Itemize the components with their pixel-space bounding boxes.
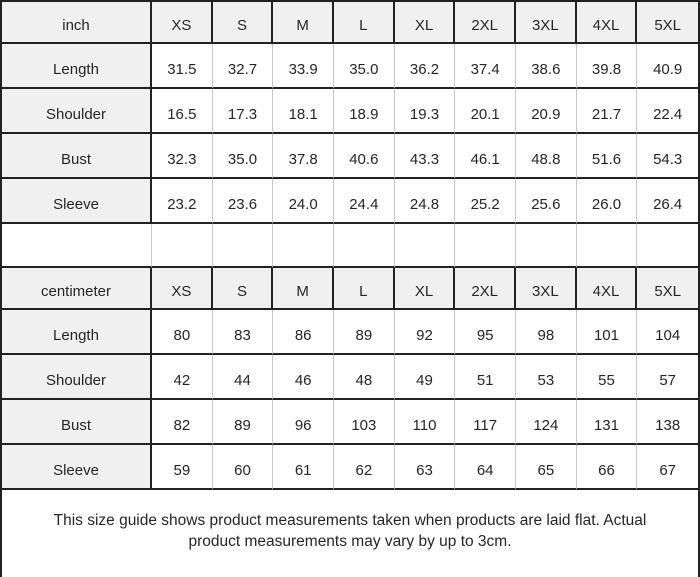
size-guide-note-text: This size guide shows product measurements taken when products are laid flat. Actual product measurements may vary by up to 3cm. [53, 512, 647, 550]
measurement-value-cell: 37.4 [455, 44, 516, 89]
measurement-value-cell: 18.9 [334, 89, 395, 134]
measurement-value-cell: 19.3 [395, 89, 456, 134]
size-header-cell: 4XL [577, 268, 638, 310]
measurement-label-cell: Sleeve [2, 179, 152, 224]
measurement-value-cell: 35.0 [334, 44, 395, 89]
gap-cell [516, 224, 577, 268]
size-header-cell: 5XL [637, 2, 698, 44]
measurement-value-cell: 21.7 [577, 89, 638, 134]
size-header-cell: S [213, 2, 274, 44]
measurement-value-cell: 40.6 [334, 134, 395, 179]
table-gap-row [2, 224, 698, 268]
gap-cell [152, 224, 213, 268]
measurement-value-cell: 124 [516, 400, 577, 445]
gap-cell [637, 224, 698, 268]
gap-cell [334, 224, 395, 268]
measurement-value-cell: 40.9 [637, 44, 698, 89]
measurement-value-cell: 24.4 [334, 179, 395, 224]
size-header-cell: M [273, 2, 334, 44]
measurement-value-cell: 22.4 [637, 89, 698, 134]
measurement-value-cell: 53 [516, 355, 577, 400]
measurement-value-cell: 42 [152, 355, 213, 400]
size-header-cell: 5XL [637, 268, 698, 310]
measurement-value-cell: 57 [637, 355, 698, 400]
measurement-value-cell: 83 [213, 310, 274, 355]
measurement-value-cell: 54.3 [637, 134, 698, 179]
size-header-cell: XS [152, 2, 213, 44]
measurement-value-cell: 36.2 [395, 44, 456, 89]
measurement-value-cell: 89 [334, 310, 395, 355]
measurement-value-cell: 26.4 [637, 179, 698, 224]
size-header-cell: 4XL [577, 2, 638, 44]
gap-cell [213, 224, 274, 268]
measurement-value-cell: 46.1 [455, 134, 516, 179]
measurement-value-cell: 24.0 [273, 179, 334, 224]
measurement-value-cell: 104 [637, 310, 698, 355]
measurement-value-cell: 48.8 [516, 134, 577, 179]
size-header-cell: XL [395, 268, 456, 310]
size-header-cell: XS [152, 268, 213, 310]
measurement-value-cell: 82 [152, 400, 213, 445]
unit-header-cell: centimeter [2, 268, 152, 310]
measurement-value-cell: 80 [152, 310, 213, 355]
measurement-label-cell: Sleeve [2, 445, 152, 490]
measurement-value-cell: 25.2 [455, 179, 516, 224]
measurement-value-cell: 20.1 [455, 89, 516, 134]
measurement-value-cell: 51 [455, 355, 516, 400]
measurement-value-cell: 39.8 [577, 44, 638, 89]
measurement-value-cell: 131 [577, 400, 638, 445]
measurement-value-cell: 51.6 [577, 134, 638, 179]
measurement-label-cell: Length [2, 44, 152, 89]
size-header-cell: M [273, 268, 334, 310]
measurement-value-cell: 25.6 [516, 179, 577, 224]
size-header-cell: XL [395, 2, 456, 44]
measurement-value-cell: 117 [455, 400, 516, 445]
measurement-value-cell: 43.3 [395, 134, 456, 179]
measurement-value-cell: 64 [455, 445, 516, 490]
measurement-label-cell: Bust [2, 134, 152, 179]
measurement-value-cell: 60 [213, 445, 274, 490]
size-header-cell: S [213, 268, 274, 310]
measurement-value-cell: 35.0 [213, 134, 274, 179]
measurement-value-cell: 48 [334, 355, 395, 400]
measurement-value-cell: 103 [334, 400, 395, 445]
measurement-value-cell: 65 [516, 445, 577, 490]
measurement-value-cell: 26.0 [577, 179, 638, 224]
measurement-value-cell: 31.5 [152, 44, 213, 89]
measurement-value-cell: 24.8 [395, 179, 456, 224]
measurement-value-cell: 59 [152, 445, 213, 490]
measurement-label-cell: Shoulder [2, 89, 152, 134]
measurement-value-cell: 32.3 [152, 134, 213, 179]
measurement-label-cell: Shoulder [2, 355, 152, 400]
measurement-value-cell: 101 [577, 310, 638, 355]
measurement-value-cell: 18.1 [273, 89, 334, 134]
measurement-value-cell: 86 [273, 310, 334, 355]
measurement-label-cell: Length [2, 310, 152, 355]
measurement-value-cell: 92 [395, 310, 456, 355]
measurement-value-cell: 98 [516, 310, 577, 355]
measurement-value-cell: 95 [455, 310, 516, 355]
size-header-cell: L [334, 2, 395, 44]
measurement-value-cell: 63 [395, 445, 456, 490]
measurement-value-cell: 61 [273, 445, 334, 490]
size-header-cell: 2XL [455, 268, 516, 310]
gap-cell [577, 224, 638, 268]
measurement-value-cell: 23.6 [213, 179, 274, 224]
gap-cell [273, 224, 334, 268]
gap-cell [2, 224, 152, 268]
measurement-value-cell: 46 [273, 355, 334, 400]
measurement-value-cell: 55 [577, 355, 638, 400]
measurement-label-cell: Bust [2, 400, 152, 445]
measurement-value-cell: 33.9 [273, 44, 334, 89]
measurement-value-cell: 89 [213, 400, 274, 445]
measurement-value-cell: 44 [213, 355, 274, 400]
size-header-cell: L [334, 268, 395, 310]
measurement-value-cell: 110 [395, 400, 456, 445]
measurement-value-cell: 17.3 [213, 89, 274, 134]
measurement-value-cell: 38.6 [516, 44, 577, 89]
inch-size-table [2, 2, 698, 224]
size-guide-note [2, 490, 698, 577]
size-header-cell: 2XL [455, 2, 516, 44]
measurement-value-cell: 23.2 [152, 179, 213, 224]
unit-header-cell: inch [2, 2, 152, 44]
measurement-value-cell: 62 [334, 445, 395, 490]
measurement-value-cell: 49 [395, 355, 456, 400]
measurement-value-cell: 66 [577, 445, 638, 490]
measurement-value-cell: 37.8 [273, 134, 334, 179]
gap-cell [395, 224, 456, 268]
size-header-cell: 3XL [516, 2, 577, 44]
gap-cell [455, 224, 516, 268]
size-header-cell: 3XL [516, 268, 577, 310]
measurement-value-cell: 20.9 [516, 89, 577, 134]
measurement-value-cell: 96 [273, 400, 334, 445]
measurement-value-cell: 138 [637, 400, 698, 445]
measurement-value-cell: 67 [637, 445, 698, 490]
centimeter-size-table [2, 268, 698, 490]
measurement-value-cell: 32.7 [213, 44, 274, 89]
measurement-value-cell: 16.5 [152, 89, 213, 134]
